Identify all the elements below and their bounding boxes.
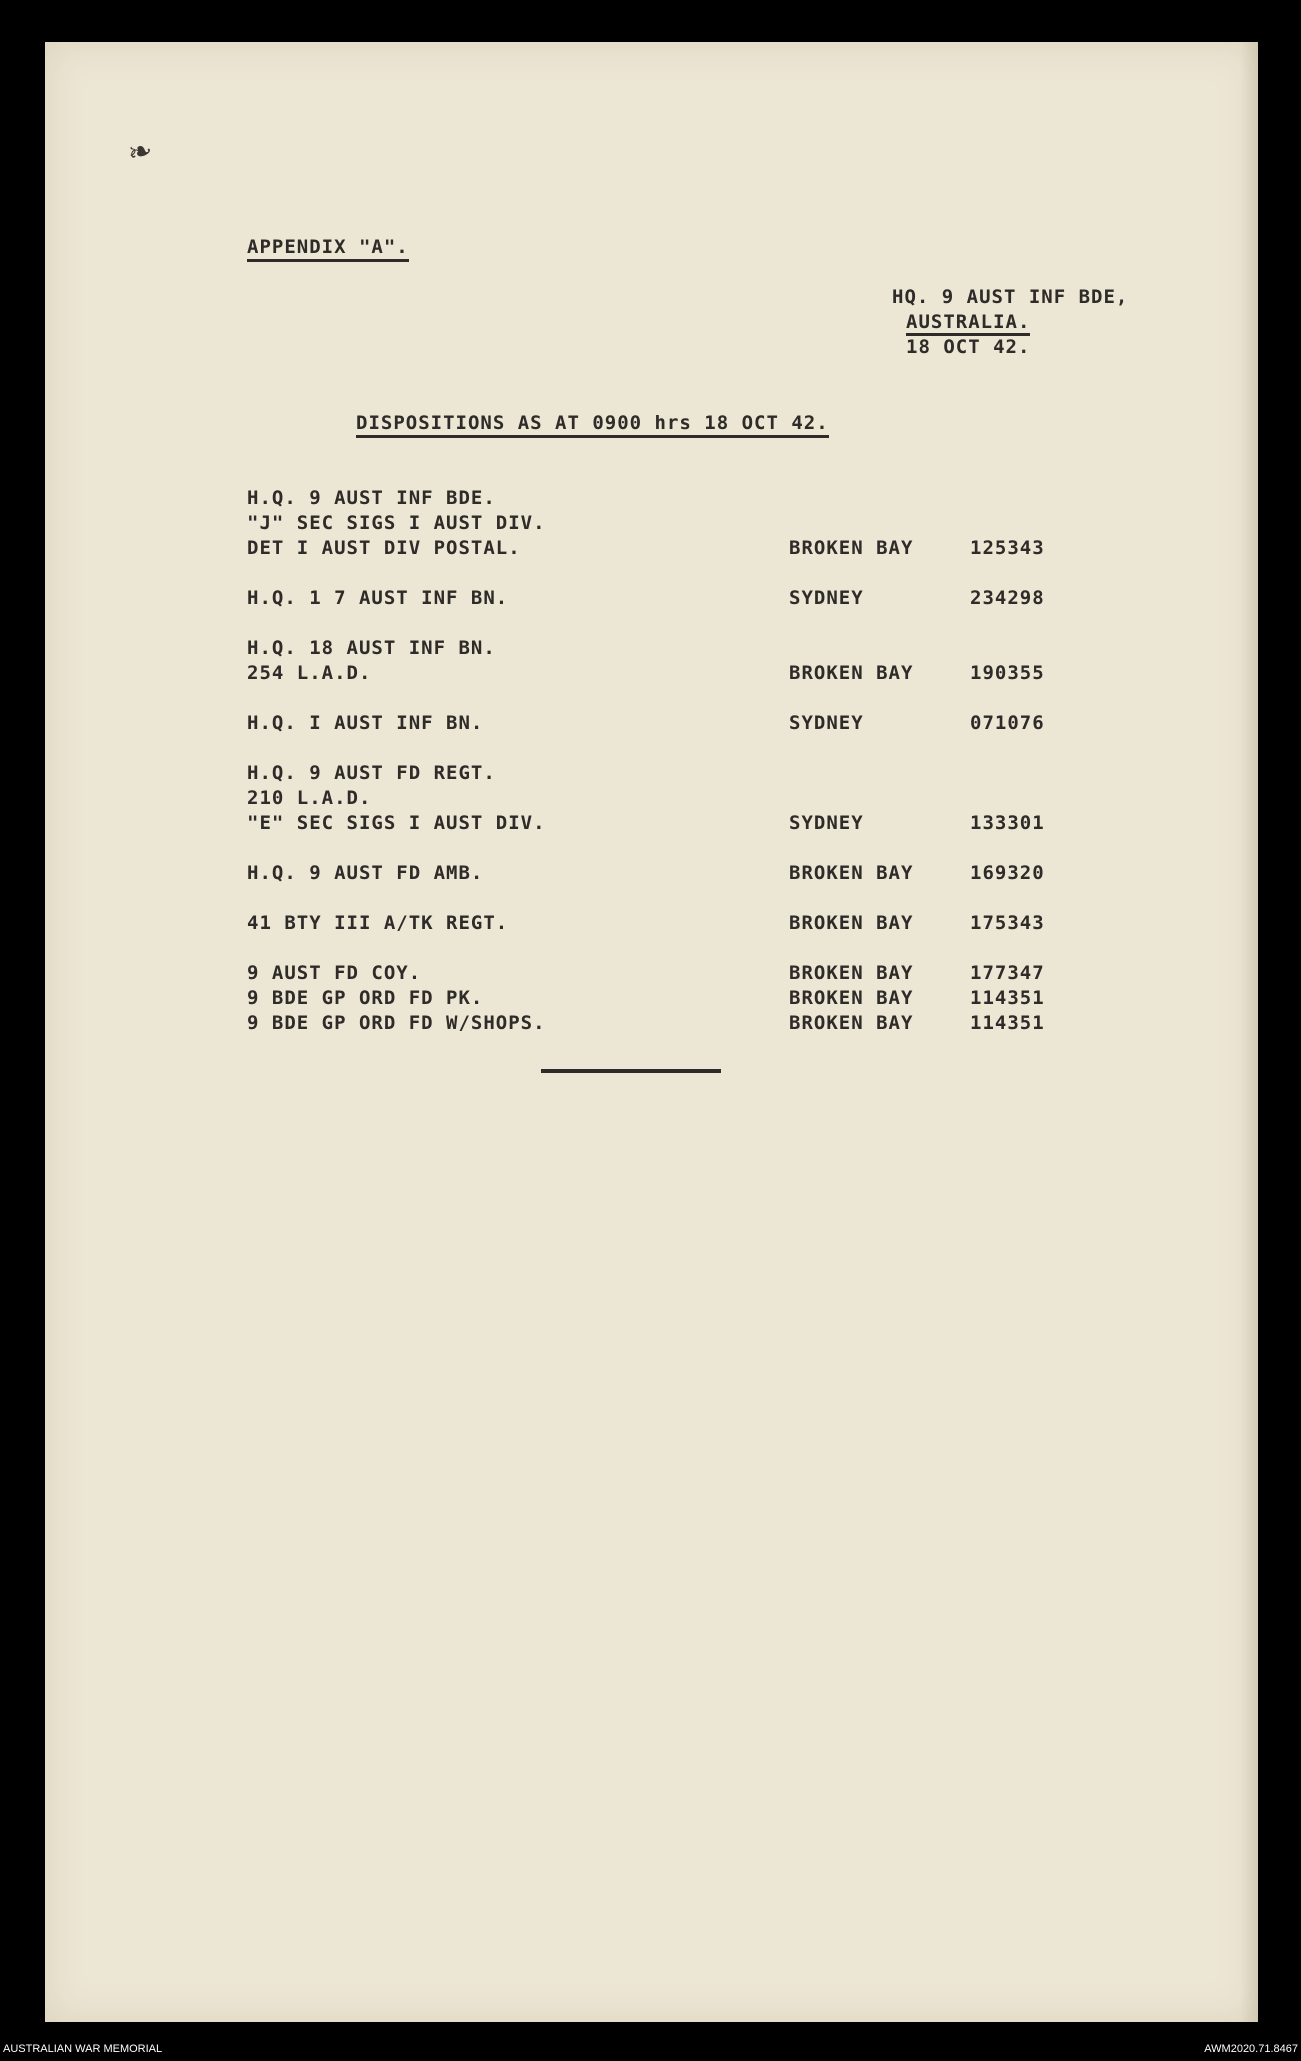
footer-reference: AWM2020.71.8467 [1204,2043,1298,2055]
header-unit: HQ. 9 AUST INF BDE, [892,286,1129,308]
row-unit: H.Q. 9 AUST FD AMB. [247,862,484,884]
row-unit: H.Q. 9 AUST INF BDE. [247,487,496,509]
row-ref: 234298 [970,587,1045,609]
row-unit: 9 BDE GP ORD FD PK. [247,987,484,1009]
document-sheet [45,42,1258,2022]
row-ref: 169320 [970,862,1045,884]
table-row [247,962,1107,987]
appendix-title [247,235,409,260]
row-unit: H.Q. 9 AUST FD REGT. [247,762,496,784]
disposition-group [247,762,1107,837]
end-rule [541,1069,721,1073]
disposition-group [247,862,1107,887]
table-row [247,812,1107,837]
row-place: SYDNEY [789,712,864,734]
row-ref: 190355 [970,662,1045,684]
disposition-group [247,912,1107,937]
table-row [247,1012,1107,1037]
dispositions-title-text: DISPOSITIONS AS AT 0900 hrs 18 OCT 42. [356,412,829,438]
row-ref: 175343 [970,912,1045,934]
row-ref: 114351 [970,1012,1045,1034]
row-unit: "J" SEC SIGS I AUST DIV. [247,512,546,534]
table-row [247,662,1107,687]
table-row [247,537,1107,562]
row-unit: H.Q. I AUST INF BN. [247,712,484,734]
row-unit: "E" SEC SIGS I AUST DIV. [247,812,546,834]
row-ref: 071076 [970,712,1045,734]
row-ref: 125343 [970,537,1045,559]
row-unit: DET I AUST DIV POSTAL. [247,537,521,559]
table-row [247,512,1107,537]
row-place: SYDNEY [789,812,864,834]
disposition-group [247,712,1107,737]
row-place: BROKEN BAY [789,537,914,559]
table-row [247,762,1107,787]
header-date: 18 OCT 42. [906,336,1031,358]
table-row [247,712,1107,737]
disposition-group [247,487,1107,562]
row-unit: H.Q. 1 7 AUST INF BN. [247,587,509,609]
disposition-group [247,587,1107,612]
table-row [247,637,1107,662]
row-unit: 210 L.A.D. [247,787,372,809]
row-unit: 9 AUST FD COY. [247,962,422,984]
row-place: BROKEN BAY [789,987,914,1009]
dispositions-title [356,411,829,436]
table-row [247,487,1107,512]
header-block [892,285,1128,360]
table-row [247,587,1107,612]
row-ref: 133301 [970,812,1045,834]
header-location [892,310,1128,335]
row-place: BROKEN BAY [789,962,914,984]
dispositions-table [247,487,1107,1062]
row-unit: 254 L.A.D. [247,662,372,684]
row-ref: 177347 [970,962,1045,984]
table-row [247,987,1107,1012]
staple-hole-icon: ❧ [124,128,155,173]
disposition-group [247,962,1107,1037]
appendix-title-text: APPENDIX "A". [247,236,409,262]
table-row [247,912,1107,937]
row-place: BROKEN BAY [789,1012,914,1034]
row-unit: 41 BTY III A/TK REGT. [247,912,509,934]
row-unit: H.Q. 18 AUST INF BN. [247,637,496,659]
row-place: BROKEN BAY [789,912,914,934]
header-location-text: AUSTRALIA. [906,311,1030,336]
row-place: SYDNEY [789,587,864,609]
row-unit: 9 BDE GP ORD FD W/SHOPS. [247,1012,546,1034]
row-ref: 114351 [970,987,1045,1009]
row-place: BROKEN BAY [789,662,914,684]
footer-credit: AUSTRALIAN WAR MEMORIAL [3,2043,163,2055]
row-place: BROKEN BAY [789,862,914,884]
table-row [247,862,1107,887]
disposition-group [247,637,1107,687]
table-row [247,787,1107,812]
paper-edge-shading [1240,42,1258,2022]
